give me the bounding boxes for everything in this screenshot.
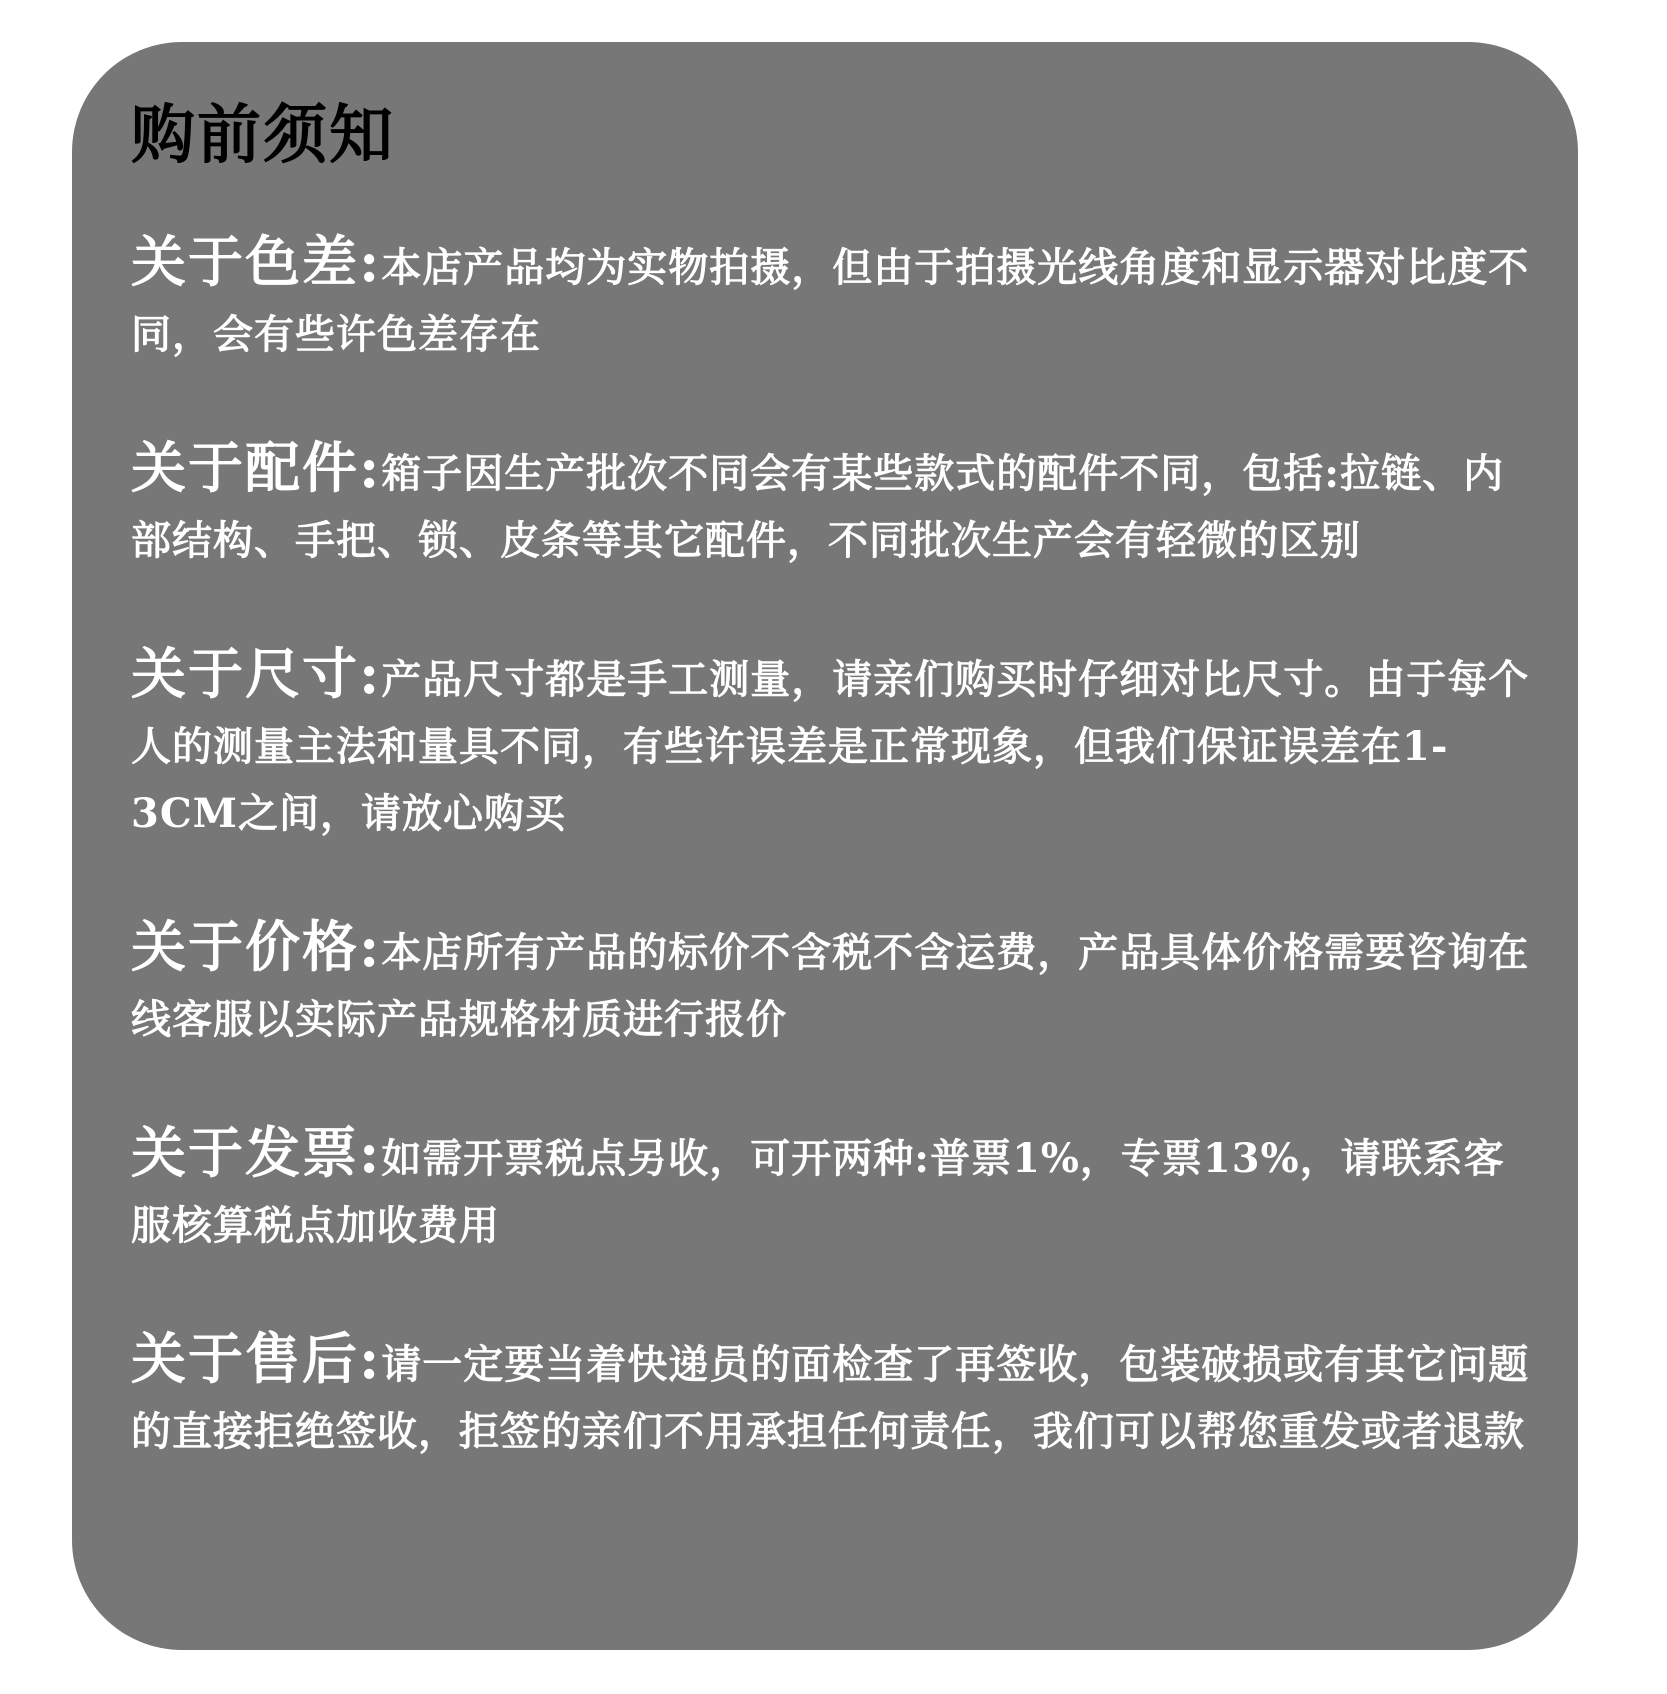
- page-title: 购前须知: [131, 98, 395, 173]
- section-body: 本店产品均为实物拍摄，但由于拍摄光线角度和显示器对比度不同，会有些许色差存在: [131, 244, 1530, 358]
- section-heading: 关于价格:: [131, 914, 382, 979]
- section-body: 箱子因生产批次不同会有某些款式的配件不同，包括:拉链、内部结构、手把、锁、皮条等其它配件，不同批次生产会有轻微的区别: [131, 450, 1505, 564]
- section-body: 本店所有产品的标价不含税不含运费，产品具体价格需要咨询在线客服以实际产品规格材质进行报价: [131, 929, 1530, 1043]
- notice-sections: [131, 228, 1538, 1465]
- section-heading: 关于配件:: [131, 435, 382, 500]
- section-invoice: [131, 1119, 1538, 1259]
- section-body: 如需开票税点另收，可开两种:普票1%，专票13%，请联系客服核算税点加收费用: [131, 1135, 1505, 1249]
- notice-card: [72, 42, 1578, 1650]
- section-heading: 关于色差:: [131, 229, 382, 294]
- section-color-difference: [131, 228, 1538, 368]
- section-body: 产品尺寸都是手工测量，请亲们购买时仔细对比尺寸。由于每个人的测量主法和量具不同，有些许误差是正常现象，但我们保证误差在1-3CM之间，请放心购买: [131, 656, 1530, 837]
- section-size: [131, 640, 1538, 847]
- section-heading: 关于发票:: [131, 1120, 382, 1185]
- section-accessories: [131, 434, 1538, 574]
- section-heading: 关于售后:: [131, 1326, 382, 1391]
- section-after-sales: [131, 1325, 1538, 1465]
- section-price: [131, 913, 1538, 1053]
- section-heading: 关于尺寸:: [131, 641, 382, 706]
- section-body: 请一定要当着快递员的面检查了再签收，包装破损或有其它问题的直接拒绝签收，拒签的亲们不用承担任何责任，我们可以帮您重发或者退款: [131, 1341, 1530, 1455]
